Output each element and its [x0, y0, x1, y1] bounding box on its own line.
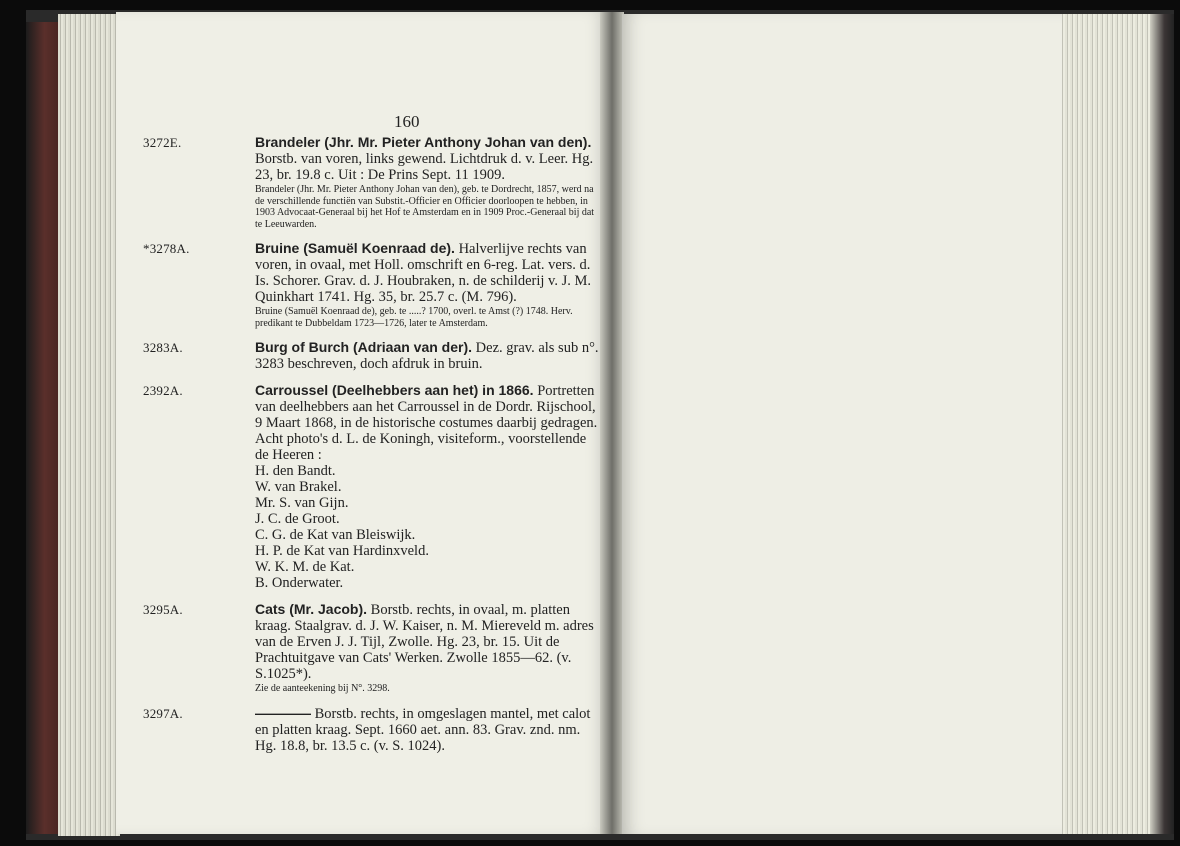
entry-body — [200, 382, 600, 591]
entry-note: Zie de aanteekening bij N°. 3298. — [255, 683, 390, 694]
list-item: H. P. de Kat van Hardinxveld. — [255, 543, 429, 559]
catalogue-entry — [143, 339, 600, 372]
list-item: Mr. S. van Gijn. — [255, 495, 349, 511]
catalogue-entries — [143, 134, 600, 764]
entry-body — [200, 240, 600, 329]
entry-body — [200, 601, 600, 695]
entry-number: *3278A. — [143, 241, 190, 256]
sitter-list — [255, 463, 600, 591]
entry-heading: Brandeler (Jhr. Mr. Pieter Anthony Johan van den). — [255, 134, 592, 150]
right-page-blank — [622, 14, 1062, 834]
entry-description: Borstb. rechts, in omgeslagen mantel, met calot en platten kraag. Sept. 1660 aet. ann. 83. Grav. znd. nm. Hg. 18.8, br. 13.5 c. (v. S. 1024). — [255, 705, 591, 754]
list-item: J. C. de Groot. — [255, 511, 340, 527]
right-page-edges — [1060, 14, 1154, 834]
catalogue-entry — [143, 382, 600, 591]
entry-number: 3283A. — [143, 340, 183, 355]
entry-note: Brandeler (Jhr. Mr. Pieter Anthony Johan van den), geb. te Dordrecht, 1857, werd na de verschillende functiën van Substit.-Officier en Officier doorloopen te hebben, in 1903 Advocaat-Generaal bij het Hof te Amsterdam en in 1909 Proc.-Generaal bij dat te Leeuwarden. — [255, 184, 595, 230]
right-cover — [1150, 14, 1174, 834]
list-item: H. den Bandt. — [255, 463, 336, 479]
entry-body — [200, 705, 600, 754]
entry-heading: Bruine (Samuël Koenraad de). — [255, 240, 455, 256]
list-item: W. van Brakel. — [255, 479, 342, 495]
entry-heading: Burg of Burch (Adriaan van der). — [255, 339, 473, 355]
entry-number: 3295A. — [143, 602, 183, 617]
entry-heading: ———— — [255, 704, 311, 721]
entry-description: Borstb. rechts, in ovaal, m. platten kraag. Staalgrav. d. J. W. Kaiser, n. M. Miereveld m. adres van de Erven J. J. Tijl, Zwolle. Hg. 23, br. 15. Uit de Prachtuitgave van Cats' Werken. Zwolle 1855—62. (v. S.1025*). — [255, 602, 594, 682]
entry-number: 2392A. — [143, 383, 183, 398]
entry-description: Halverlijve rechts van voren, in ovaal, met Holl. omschrift en 6-reg. Lat. vers. d. Is. Schorer. Grav. d. J. Houbraken, n. de schilderij v. J. M. Quinkhart 1741. Hg. 35, br. 25.7 c. (M. 796). — [255, 241, 591, 305]
catalogue-entry — [143, 704, 600, 754]
list-item: C. G. de Kat van Bleiswijk. — [255, 527, 416, 543]
left-page-edges — [58, 14, 120, 836]
entry-note: Bruine (Samuël Koenraad de), geb. te .....? 1700, overl. te Amst (?) 1748. Herv. predikant te Dubbeldam 1723—1726, later te Amsterdam. — [255, 306, 573, 329]
book-gutter — [600, 12, 624, 834]
catalogue-entry — [143, 134, 600, 230]
entry-description: Portretten van deelhebbers aan het Carroussel in de Dordr. Rijschool, 9 Maart 1868, in de historische costumes daarbij gedragen. Acht photo's d. L. de Koningh, visiteform., voorstellende de Heeren : — [255, 383, 598, 463]
page-number: 160 — [394, 112, 420, 131]
entry-heading: Carroussel (Deelhebbers aan het) in 1866. — [255, 382, 534, 398]
catalogue-entry — [143, 601, 600, 695]
entry-heading: Cats (Mr. Jacob). — [255, 601, 368, 617]
list-item: B. Onderwater. — [255, 575, 344, 591]
entry-body — [200, 134, 600, 230]
catalogue-entry — [143, 240, 600, 329]
entry-description: Borstb. van voren, links gewend. Lichtdruk d. v. Leer. Hg. 23, br. 19.8 c. Uit : De Prins Sept. 11 1909. — [255, 151, 594, 183]
list-item: W. K. M. de Kat. — [255, 559, 355, 575]
entry-number: 3297A. — [143, 705, 183, 721]
entry-number: 3272E. — [143, 135, 182, 150]
entry-description: Dez. grav. als sub n°. 3283 beschreven, doch afdruk in bruin. — [255, 340, 599, 372]
entry-body — [200, 339, 600, 372]
